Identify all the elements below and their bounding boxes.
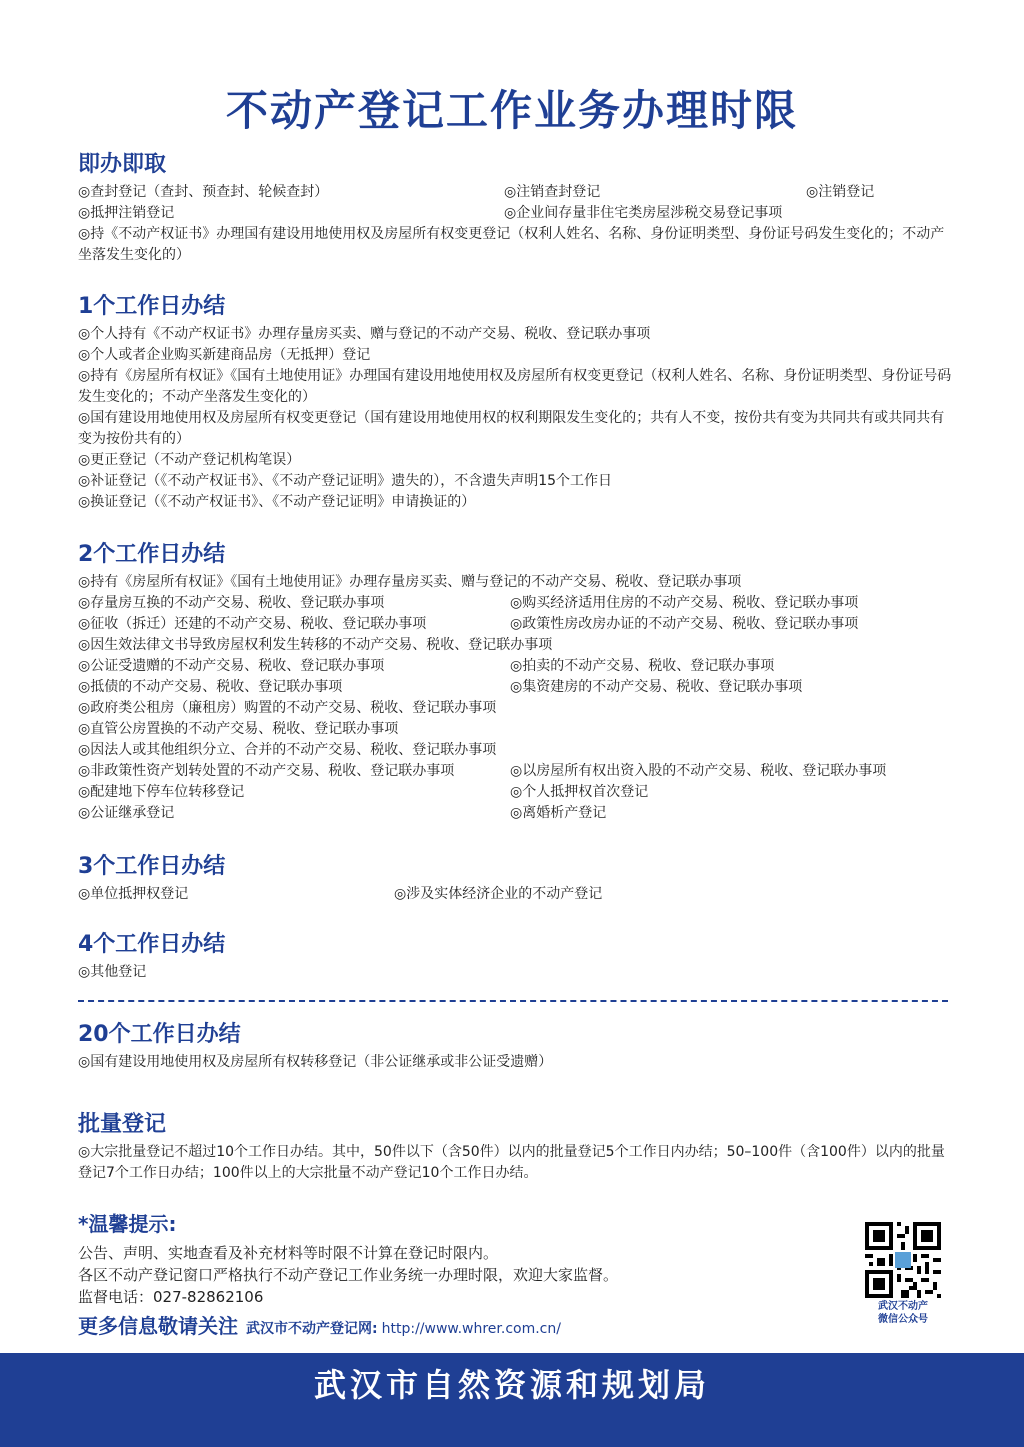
section-3-day — [78, 852, 953, 905]
list-row — [78, 782, 953, 803]
tip-line: 公告、声明、实地查看及补充材料等时限不计算在登记时限内。 — [78, 1244, 499, 1262]
list-item: ◎因生效法律文书导致房屋权利发生转移的不动产交易、税收、登记联办事项 — [78, 637, 553, 653]
list-item: ◎因法人或其他组织分立、合并的不动产交易、税收、登记联办事项 — [78, 742, 497, 758]
page-title: 不动产登记工作业务办理时限 — [225, 86, 798, 135]
list-item: ◎政府类公租房（廉租房）购置的不动产交易、税收、登记联办事项 — [78, 700, 497, 716]
list-item: ◎注销查封登记 — [504, 184, 601, 200]
dashed-divider — [78, 1000, 948, 1002]
list-item: ◎抵押注销登记 — [78, 205, 175, 221]
list-item: ◎查封登记（查封、预查封、轮候查封） — [78, 184, 329, 200]
section-batch — [78, 1110, 953, 1184]
qr-caption — [852, 1300, 954, 1326]
list-row — [78, 803, 953, 824]
section-heading: 4个工作日办结 — [78, 932, 226, 957]
site-name: 武汉市不动产登记网: — [246, 1321, 378, 1337]
list-item: ◎个人抵押权首次登记 — [510, 784, 649, 800]
list-item: ◎企业间存量非住宅类房屋涉税交易登记事项 — [504, 205, 783, 221]
section-heading: 批量登记 — [78, 1112, 167, 1137]
list-item: ◎个人持有《不动产权证书》办理存量房买卖、赠与登记的不动产交易、税收、登记联办事项 — [78, 326, 651, 342]
list-item: ◎注销登记 — [806, 184, 875, 200]
list-row — [78, 593, 953, 614]
list-item: ◎涉及实体经济企业的不动产登记 — [394, 886, 603, 902]
list-row — [78, 761, 953, 782]
list-item: ◎存量房互换的不动产交易、税收、登记联办事项 — [78, 595, 385, 611]
list-item: ◎集资建房的不动产交易、税收、登记联办事项 — [510, 679, 803, 695]
list-item: ◎个人或者企业购买新建商品房（无抵押）登记 — [78, 347, 371, 363]
section-1-day — [78, 292, 953, 513]
list-row — [78, 182, 953, 203]
list-item: ◎公证继承登记 — [78, 805, 175, 821]
section-heading: 1个工作日办结 — [78, 294, 226, 319]
list-item: ◎政策性房改房办证的不动产交易、税收、登记联办事项 — [510, 616, 859, 632]
list-item: ◎直管公房置换的不动产交易、税收、登记联办事项 — [78, 721, 399, 737]
list-item: ◎单位抵押权登记 — [78, 886, 189, 902]
section-4-day — [78, 930, 953, 983]
more-info-label: 更多信息敬请关注 — [78, 1314, 238, 1338]
list-item: ◎公证受遗赠的不动产交易、税收、登记联办事项 — [78, 658, 385, 674]
list-item: ◎抵债的不动产交易、税收、登记联办事项 — [78, 679, 343, 695]
list-item: ◎持有《房屋所有权证》《国有土地使用证》办理国有建设用地使用权及房屋所有权变更登记（权利人姓名、名称、身份证明类型、身份证号码发生变化的；不动产坐落发生变化的） — [78, 368, 952, 405]
footer-banner: 武汉市自然资源和规划局 — [0, 1353, 1024, 1447]
list-row — [78, 884, 953, 905]
list-item: ◎拍卖的不动产交易、税收、登记联办事项 — [510, 658, 775, 674]
list-item: ◎国有建设用地使用权及房屋所有权变更登记（国有建设用地使用权的权利期限发生变化的；共有人不变，按份共有变为共同共有或共同共有变为按份共有的） — [78, 410, 945, 447]
list-item: ◎购买经济适用住房的不动产交易、税收、登记联办事项 — [510, 595, 859, 611]
section-20-day — [78, 1020, 953, 1073]
list-row — [78, 677, 953, 698]
list-item: ◎持有《房屋所有权证》《国有土地使用证》办理存量房买卖、赠与登记的不动产交易、税收、登记联办事项 — [78, 574, 742, 590]
list-item: ◎离婚析产登记 — [510, 805, 607, 821]
list-item: ◎配建地下停车位转移登记 — [78, 784, 245, 800]
supervision-phone: 监督电话：027-82862106 — [78, 1288, 264, 1306]
list-item: ◎大宗批量登记不超过10个工作日办结。其中，50件以下（含50件）以内的批量登记5个工作日内办结；50–100件（含100件）以内的批量登记7个工作日办结；100件以上的大宗批量不动产登记10个工作日办结。 — [78, 1144, 945, 1181]
list-item: ◎非政策性资产划转处置的不动产交易、税收、登记联办事项 — [78, 763, 455, 779]
list-item: ◎国有建设用地使用权及房屋所有权转移登记（非公证继承或非公证受遗赠） — [78, 1054, 553, 1070]
more-info — [78, 1310, 561, 1339]
section-heading: 即办即取 — [78, 152, 167, 177]
list-row — [78, 656, 953, 677]
tip-line: 各区不动产登记窗口严格执行不动产登记工作业务统一办理时限，欢迎大家监督。 — [78, 1266, 619, 1284]
section-immediate — [78, 150, 953, 266]
list-item: ◎补证登记（《不动产权证书》、《不动产登记证明》遗失的），不含遗失声明15个工作日 — [78, 473, 613, 489]
tips-heading: *温馨提示: — [78, 1212, 177, 1236]
list-item: ◎以房屋所有权出资入股的不动产交易、税收、登记联办事项 — [510, 763, 887, 779]
section-heading: 2个工作日办结 — [78, 542, 226, 567]
qr-code-icon — [865, 1222, 941, 1298]
section-heading: 3个工作日办结 — [78, 854, 226, 879]
list-item: ◎征收（拆迁）还建的不动产交易、税收、登记联办事项 — [78, 616, 427, 632]
list-item: ◎其他登记 — [78, 964, 147, 980]
list-row — [78, 614, 953, 635]
list-item: ◎持《不动产权证书》办理国有建设用地使用权及房屋所有权变更登记（权利人姓名、名称、身份证明类型、身份证号码发生变化的；不动产坐落发生变化的） — [78, 226, 945, 263]
tips-block — [78, 1210, 838, 1308]
site-link[interactable]: http://www.whrer.com.cn/ — [381, 1321, 561, 1337]
qr-caption-line: 武汉不动产 — [878, 1301, 928, 1312]
list-item: ◎更正登记（不动产登记机构笔误） — [78, 452, 301, 468]
section-2-day — [78, 540, 953, 824]
qr-caption-line: 微信公众号 — [878, 1314, 928, 1325]
section-heading: 20个工作日办结 — [78, 1022, 241, 1047]
list-row — [78, 203, 953, 224]
list-item: ◎换证登记（《不动产权证书》、《不动产登记证明》申请换证的） — [78, 494, 476, 510]
